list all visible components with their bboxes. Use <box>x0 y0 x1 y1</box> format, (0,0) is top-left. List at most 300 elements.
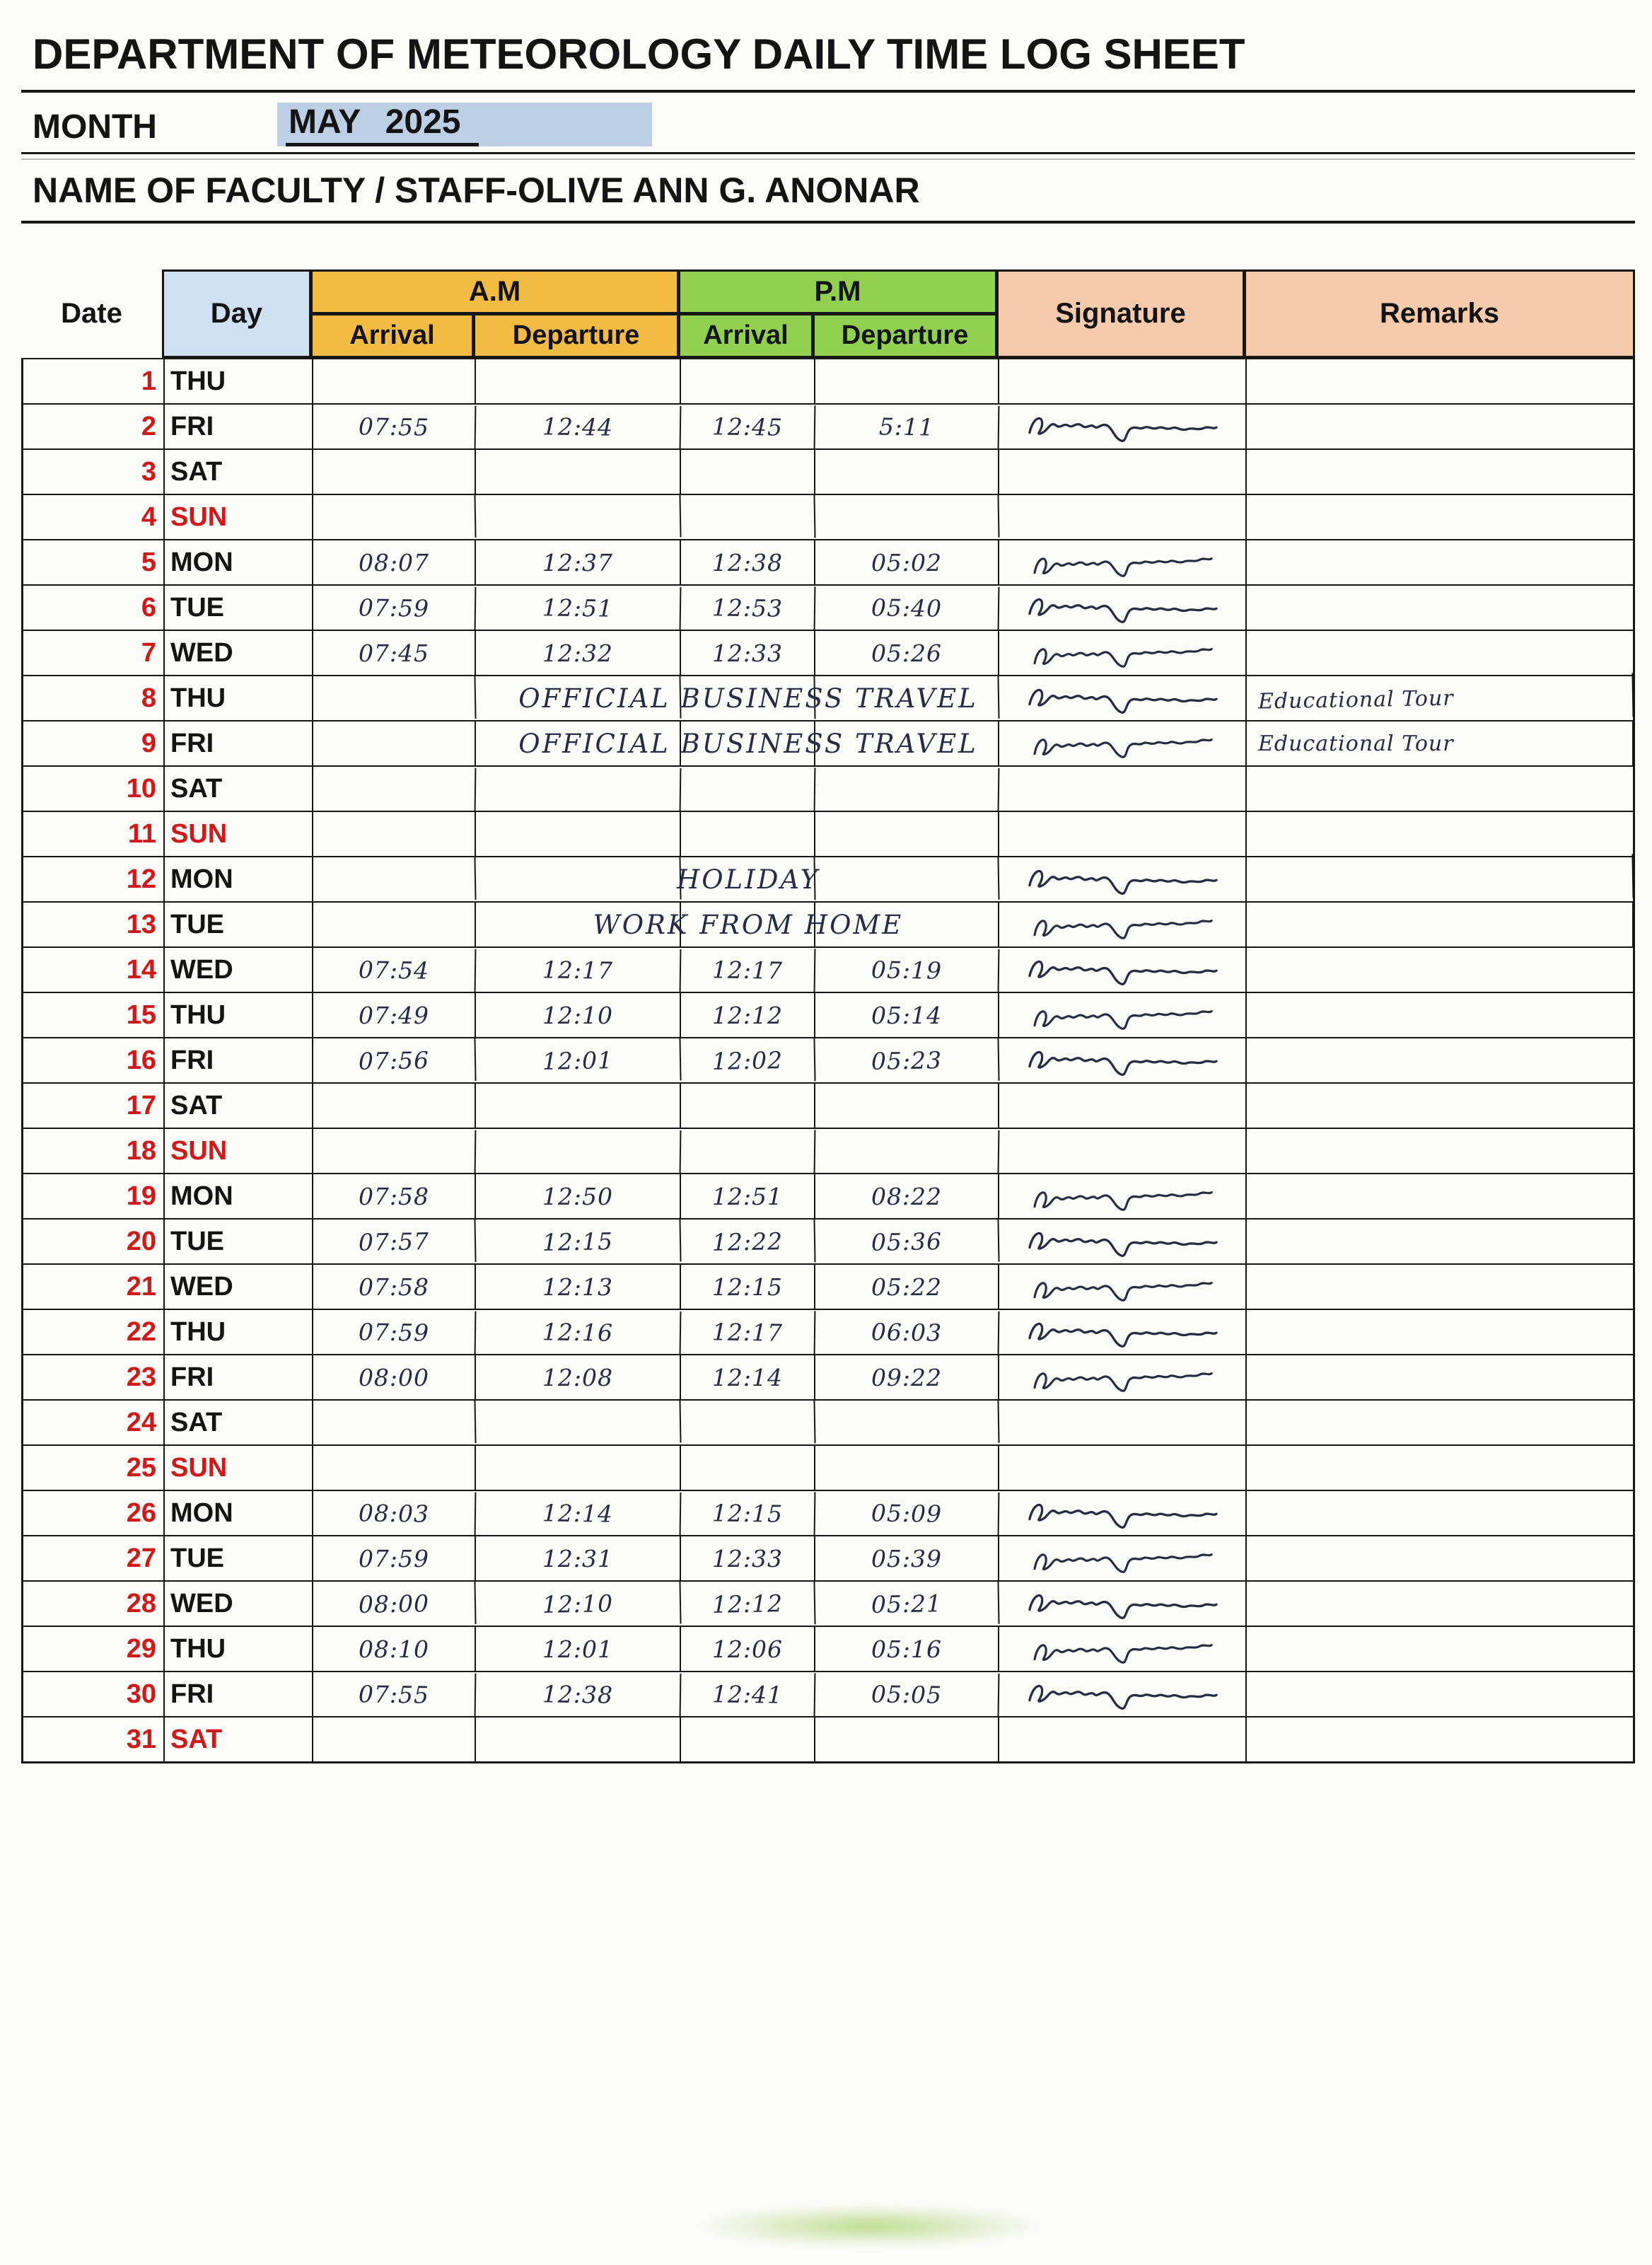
pm-departure-cell <box>815 359 999 403</box>
signature-cell <box>999 1582 1247 1626</box>
pm-departure-cell <box>815 675 999 722</box>
date-cell: 29 <box>23 1627 165 1671</box>
date-cell: 12 <box>23 857 165 901</box>
handwritten-signature <box>1025 1629 1221 1668</box>
table-row <box>23 1174 1633 1220</box>
am-arrival-cell <box>313 1717 476 1761</box>
day-cell: SAT <box>165 1084 313 1128</box>
scan-smudge-artifact <box>700 2206 1040 2247</box>
signature-cell <box>999 1265 1247 1309</box>
am-departure-cell: 12:15 <box>475 1217 681 1265</box>
am-arrival-cell: 07:54 <box>313 946 477 992</box>
signature-cell <box>999 1491 1247 1535</box>
note-overlay: WORK FROM HOME <box>593 909 904 940</box>
pm-arrival-cell <box>680 675 815 721</box>
remarks-cell <box>1247 1669 1634 1719</box>
remarks-cell <box>1247 540 1634 584</box>
am-arrival-cell <box>313 1446 476 1490</box>
handwritten-signature <box>1020 1675 1226 1713</box>
signature-cell <box>999 676 1247 720</box>
remarks-cell <box>1247 1265 1634 1309</box>
am-departure-cell <box>475 1398 681 1446</box>
am-departure-cell <box>476 1446 681 1490</box>
table-row <box>23 1401 1633 1446</box>
pm-departure-cell <box>815 1128 1000 1174</box>
day-cell: MON <box>165 540 313 584</box>
handwritten-signature <box>1020 1041 1226 1079</box>
day-cell: SUN <box>165 1129 313 1173</box>
table-row <box>23 1355 1633 1401</box>
pm-arrival-cell <box>681 1128 816 1174</box>
pm-departure-cell: 05:39 <box>815 1536 999 1580</box>
am-departure-cell <box>476 765 682 812</box>
pm-departure-cell: 09:22 <box>815 1355 999 1399</box>
pm-departure-cell: 05:36 <box>815 1218 999 1265</box>
am-arrival-cell: 08:03 <box>313 1490 477 1536</box>
remarks-cell <box>1247 583 1634 632</box>
day-cell: WED <box>165 631 313 675</box>
table-row <box>23 631 1633 676</box>
log-table <box>21 270 1635 1763</box>
pm-departure-cell: 06:03 <box>815 1309 1000 1355</box>
divider-under-month <box>21 152 1635 160</box>
remarks-cell <box>1247 1174 1634 1218</box>
am-arrival-cell <box>313 359 476 403</box>
handwritten-signature <box>1025 633 1221 672</box>
signature-cell <box>999 722 1247 765</box>
table-row <box>23 812 1633 857</box>
pm-departure-cell: 05:26 <box>815 631 999 675</box>
pm-arrival-cell: 12:06 <box>681 1627 815 1671</box>
day-cell: FRI <box>165 405 313 448</box>
am-departure-cell <box>475 855 681 903</box>
date-cell: 24 <box>23 1401 165 1444</box>
pm-arrival-cell: 12:12 <box>680 1580 815 1626</box>
am-departure-cell: 12:51 <box>476 584 682 631</box>
page-title: DEPARTMENT OF METEOROLOGY DAILY TIME LOG SHEET <box>33 30 1245 78</box>
table-row <box>23 948 1633 993</box>
date-cell: 15 <box>23 993 165 1037</box>
pm-arrival-cell <box>681 450 815 494</box>
pm-arrival-cell: 12:02 <box>680 1037 815 1083</box>
am-departure-cell <box>476 1128 682 1174</box>
month-value: MAY 2025 <box>286 103 479 146</box>
date-cell: 22 <box>23 1310 165 1354</box>
remarks-cell <box>1247 450 1634 494</box>
am-arrival-cell <box>313 722 476 765</box>
date-cell: 16 <box>23 1038 165 1082</box>
signature-cell <box>999 1129 1247 1173</box>
handwritten-signature <box>1025 995 1221 1034</box>
am-departure-cell: 12:31 <box>476 1536 681 1580</box>
day-cell: FRI <box>165 1355 313 1399</box>
table-row <box>23 1672 1633 1717</box>
table-row <box>23 1491 1633 1536</box>
remarks-cell <box>1247 1536 1634 1580</box>
am-arrival-cell: 07:59 <box>313 1309 477 1355</box>
am-arrival-cell: 07:57 <box>313 1218 476 1265</box>
table-row <box>23 1446 1633 1491</box>
handwritten-signature <box>1020 1585 1226 1622</box>
signature-cell <box>999 359 1247 403</box>
date-cell: 31 <box>23 1717 165 1761</box>
am-arrival-cell <box>313 675 476 722</box>
pm-departure-cell: 05:22 <box>815 1265 999 1309</box>
signature-cell <box>999 1174 1247 1218</box>
month-row <box>33 100 1635 146</box>
pm-arrival-cell <box>681 359 815 403</box>
am-departure-cell: 12:37 <box>476 540 681 584</box>
pm-arrival-cell <box>681 766 816 812</box>
signature-cell <box>999 1038 1247 1082</box>
day-cell: SAT <box>165 1401 313 1444</box>
pm-arrival-cell: 12:12 <box>681 993 815 1037</box>
day-cell: TUE <box>165 1536 313 1580</box>
am-arrival-cell: 07:55 <box>313 403 477 449</box>
handwritten-signature <box>1020 1222 1226 1260</box>
day-cell: FRI <box>165 722 313 765</box>
header-date: Date <box>61 298 122 329</box>
pm-departure-cell <box>815 903 999 946</box>
divider-under-name <box>21 221 1635 224</box>
day-cell: MON <box>165 1491 313 1535</box>
pm-arrival-cell: 12:15 <box>681 1490 816 1536</box>
pm-arrival-cell: 12:53 <box>681 585 816 631</box>
handwritten-signature <box>1020 951 1226 988</box>
date-cell: 26 <box>23 1491 165 1535</box>
remarks-cell <box>1247 1397 1634 1448</box>
day-cell: FRI <box>165 1672 313 1716</box>
day-cell: TUE <box>165 1220 313 1263</box>
day-cell: SUN <box>165 812 313 856</box>
day-cell: SAT <box>165 450 313 494</box>
date-cell: 21 <box>23 1265 165 1309</box>
handwritten-signature <box>1025 724 1221 763</box>
date-cell: 14 <box>23 948 165 992</box>
am-departure-cell: 12:16 <box>476 1309 682 1355</box>
day-cell: SAT <box>165 767 313 811</box>
remarks-cell <box>1247 492 1634 543</box>
divider-under-title <box>21 90 1635 93</box>
pm-departure-cell <box>815 494 999 541</box>
signature-cell <box>999 1536 1247 1580</box>
remarks-cell <box>1247 631 1634 675</box>
signature-cell <box>999 1084 1247 1128</box>
am-arrival-cell: 08:00 <box>313 1355 476 1399</box>
day-cell: SUN <box>165 1446 313 1490</box>
table-row <box>23 1265 1633 1310</box>
remarks-cell <box>1247 1307 1634 1357</box>
date-cell: 10 <box>23 767 165 811</box>
remarks-cell <box>1247 1084 1634 1128</box>
table-row <box>23 1536 1633 1582</box>
table-row <box>23 993 1633 1038</box>
table-row <box>23 1220 1633 1265</box>
pm-arrival-cell <box>681 1717 815 1761</box>
am-departure-cell: 12:01 <box>475 1036 681 1084</box>
pm-arrival-cell: 12:17 <box>681 1309 816 1355</box>
am-arrival-cell <box>313 1128 477 1174</box>
pm-departure-cell <box>815 450 999 494</box>
remarks-cell <box>1247 402 1634 451</box>
day-cell: SAT <box>165 1717 313 1761</box>
pm-departure-cell: 05:16 <box>815 1627 999 1671</box>
log-table-body <box>21 358 1635 1763</box>
pm-arrival-cell <box>680 856 815 902</box>
day-cell: THU <box>165 993 313 1037</box>
note-overlay: OFFICIAL BUSINESS TRAVEL <box>518 728 978 759</box>
handwritten-signature <box>1025 905 1221 944</box>
table-row <box>23 1627 1633 1672</box>
pm-departure-cell <box>815 1717 999 1761</box>
am-arrival-cell: 07:55 <box>313 1671 477 1717</box>
table-row <box>23 405 1633 450</box>
am-arrival-cell <box>313 494 476 540</box>
signature-cell <box>999 948 1247 992</box>
am-arrival-cell: 07:59 <box>313 1536 476 1580</box>
pm-departure-cell <box>815 722 999 765</box>
signature-cell <box>999 586 1247 630</box>
pm-arrival-cell: 12:45 <box>681 404 816 450</box>
pm-arrival-cell: 12:15 <box>681 1265 815 1309</box>
am-arrival-cell: 08:00 <box>313 1580 476 1627</box>
pm-arrival-cell: 12:14 <box>681 1355 815 1399</box>
table-row <box>23 1582 1633 1627</box>
pm-arrival-cell <box>681 722 815 765</box>
signature-cell <box>999 903 1247 946</box>
date-cell: 17 <box>23 1084 165 1128</box>
pm-departure-cell <box>815 1446 999 1490</box>
am-arrival-cell <box>313 903 476 946</box>
header-signature: Signature <box>996 270 1245 358</box>
pm-departure-cell <box>815 812 999 856</box>
pm-arrival-cell: 12:22 <box>680 1218 815 1264</box>
pm-arrival-cell <box>681 812 815 856</box>
pm-arrival-cell: 12:51 <box>681 1174 815 1218</box>
am-arrival-cell: 07:45 <box>313 631 476 675</box>
table-row <box>23 540 1633 586</box>
signature-cell <box>999 631 1247 675</box>
table-row <box>23 1717 1633 1761</box>
pm-departure-cell: 05:23 <box>815 1037 999 1084</box>
remarks-cell <box>1247 945 1634 995</box>
am-departure-cell: 12:32 <box>476 631 681 675</box>
table-row <box>23 1310 1633 1355</box>
handwritten-signature <box>1020 1313 1226 1350</box>
signature-cell <box>999 812 1247 856</box>
signature-cell <box>999 1355 1247 1399</box>
pm-departure-cell: 05:02 <box>815 540 999 584</box>
date-cell: 2 <box>23 405 165 448</box>
handwritten-signature <box>1025 543 1221 581</box>
pm-arrival-cell <box>681 903 815 946</box>
am-departure-cell: 12:38 <box>476 1671 682 1717</box>
header-pm: P.M <box>678 270 997 314</box>
pm-departure-cell: 05:14 <box>815 993 999 1037</box>
header-am-arrival: Arrival <box>310 313 474 358</box>
am-arrival-cell: 07:59 <box>313 584 477 630</box>
am-departure-cell: 12:10 <box>476 993 681 1037</box>
date-cell: 3 <box>23 450 165 494</box>
pm-departure-cell: 05:05 <box>815 1671 1000 1717</box>
am-arrival-cell <box>313 765 477 811</box>
am-arrival-cell: 08:10 <box>313 1627 476 1671</box>
day-cell: THU <box>165 1627 313 1671</box>
handwritten-signature <box>1020 589 1226 626</box>
am-arrival-cell <box>313 1084 476 1128</box>
am-arrival-cell: 07:56 <box>313 1037 476 1084</box>
table-row <box>23 1038 1633 1084</box>
header-am: A.M <box>310 270 679 314</box>
am-arrival-cell <box>313 450 476 494</box>
day-cell: FRI <box>165 1038 313 1082</box>
remarks-cell: Educational Tour <box>1247 673 1634 724</box>
note-overlay: HOLIDAY <box>676 864 820 895</box>
day-cell: WED <box>165 1582 313 1626</box>
am-departure-cell <box>476 812 681 856</box>
day-cell: MON <box>165 1174 313 1218</box>
day-cell: MON <box>165 857 313 901</box>
am-departure-cell <box>475 493 681 540</box>
remarks-cell <box>1247 359 1634 403</box>
remarks-cell <box>1247 1446 1634 1490</box>
am-arrival-cell: 08:07 <box>313 540 476 584</box>
remarks-cell <box>1247 854 1634 905</box>
am-departure-cell <box>476 722 681 765</box>
pm-arrival-cell <box>680 494 815 540</box>
table-row <box>23 676 1633 722</box>
am-departure-cell: 12:14 <box>476 1490 682 1536</box>
date-cell: 25 <box>23 1446 165 1490</box>
remarks-cell <box>1247 812 1634 856</box>
pm-arrival-cell: 12:41 <box>681 1672 816 1717</box>
remarks-cell: Educational Tour <box>1247 722 1634 765</box>
day-cell: THU <box>165 676 313 720</box>
date-cell: 23 <box>23 1355 165 1399</box>
am-departure-cell <box>476 1717 681 1761</box>
remarks-cell <box>1247 1488 1634 1538</box>
day-cell: WED <box>165 948 313 992</box>
pm-departure-cell: 05:21 <box>815 1580 999 1628</box>
am-departure-cell: 12:10 <box>475 1580 681 1627</box>
pm-departure-cell <box>815 1084 999 1128</box>
header-remarks: Remarks <box>1244 270 1635 358</box>
pm-arrival-cell: 12:33 <box>681 1536 815 1580</box>
remarks-cell <box>1247 1035 1634 1086</box>
pm-departure-cell: 05:40 <box>815 584 1000 631</box>
am-departure-cell: 12:01 <box>476 1627 681 1671</box>
date-cell: 11 <box>23 812 165 856</box>
date-cell: 19 <box>23 1174 165 1218</box>
signature-cell <box>999 767 1247 811</box>
pm-departure-cell <box>815 1399 999 1447</box>
date-cell: 28 <box>23 1582 165 1626</box>
header-day: Day <box>162 270 311 358</box>
signature-cell <box>999 1446 1247 1490</box>
signature-cell <box>999 1220 1247 1263</box>
day-cell: SUN <box>165 495 313 539</box>
month-label: MONTH <box>33 108 157 146</box>
pm-arrival-cell <box>681 1446 815 1490</box>
am-arrival-cell <box>313 1399 476 1446</box>
signature-cell <box>999 540 1247 584</box>
am-arrival-cell: 07:58 <box>313 1174 476 1218</box>
remarks-cell <box>1247 903 1634 946</box>
pm-arrival-cell <box>681 1084 815 1128</box>
signature-cell <box>999 1627 1247 1671</box>
remarks-cell <box>1247 1717 1634 1761</box>
signature-cell <box>999 857 1247 901</box>
pm-arrival-cell <box>680 1399 815 1445</box>
handwritten-signature <box>1025 1357 1221 1396</box>
date-cell: 1 <box>23 359 165 403</box>
month-value-highlight <box>277 103 652 146</box>
signature-cell <box>999 1401 1247 1444</box>
table-row <box>23 1084 1633 1129</box>
table-row <box>23 903 1633 948</box>
am-departure-cell <box>476 450 681 494</box>
time-log-sheet <box>21 30 1635 1763</box>
remarks-cell <box>1247 764 1634 813</box>
handwritten-signature <box>1025 1539 1221 1577</box>
am-departure-cell: 12:13 <box>476 1265 681 1309</box>
day-cell: THU <box>165 359 313 403</box>
table-row <box>23 450 1633 495</box>
remarks-cell <box>1247 993 1634 1037</box>
date-cell: 7 <box>23 631 165 675</box>
am-departure-cell <box>475 674 681 722</box>
pm-departure-cell <box>815 856 999 903</box>
am-departure-cell: 12:50 <box>476 1174 681 1218</box>
handwritten-signature <box>1025 1176 1221 1215</box>
am-departure-cell <box>476 1084 681 1128</box>
table-row <box>23 495 1633 540</box>
table-row <box>23 586 1633 631</box>
am-arrival-cell <box>313 856 476 903</box>
pm-arrival-cell: 12:38 <box>681 540 815 584</box>
am-departure-cell: 12:44 <box>476 403 682 450</box>
remarks-cell <box>1247 1126 1634 1176</box>
signature-cell <box>999 450 1247 494</box>
signature-cell <box>999 1717 1247 1761</box>
am-arrival-cell: 07:49 <box>313 993 476 1037</box>
table-row <box>23 722 1633 767</box>
signature-cell <box>999 1310 1247 1354</box>
am-departure-cell: 12:17 <box>476 946 682 993</box>
pm-departure-cell: 08:22 <box>815 1174 999 1218</box>
table-header <box>21 270 1635 358</box>
handwritten-signature <box>1020 679 1226 717</box>
date-cell: 5 <box>23 540 165 584</box>
day-cell: THU <box>165 1310 313 1354</box>
date-cell: 30 <box>23 1672 165 1716</box>
day-cell: TUE <box>165 903 313 946</box>
date-cell: 20 <box>23 1220 165 1263</box>
header-pm-arrival: Arrival <box>678 313 813 358</box>
note-overlay: OFFICIAL BUSINESS TRAVEL <box>518 683 978 714</box>
signature-cell <box>999 993 1247 1037</box>
handwritten-signature <box>1020 407 1226 445</box>
signature-cell <box>999 495 1247 539</box>
pm-departure-cell: 05:19 <box>815 946 1000 993</box>
table-row <box>23 1129 1633 1174</box>
faculty-name-line: NAME OF FACULTY / STAFF-OLIVE ANN G. ANONAR <box>33 170 920 210</box>
handwritten-signature <box>1025 1267 1221 1306</box>
am-departure-cell <box>476 903 681 946</box>
pm-arrival-cell: 12:17 <box>681 947 816 993</box>
table-row <box>23 767 1633 812</box>
handwritten-signature <box>1020 1494 1226 1531</box>
